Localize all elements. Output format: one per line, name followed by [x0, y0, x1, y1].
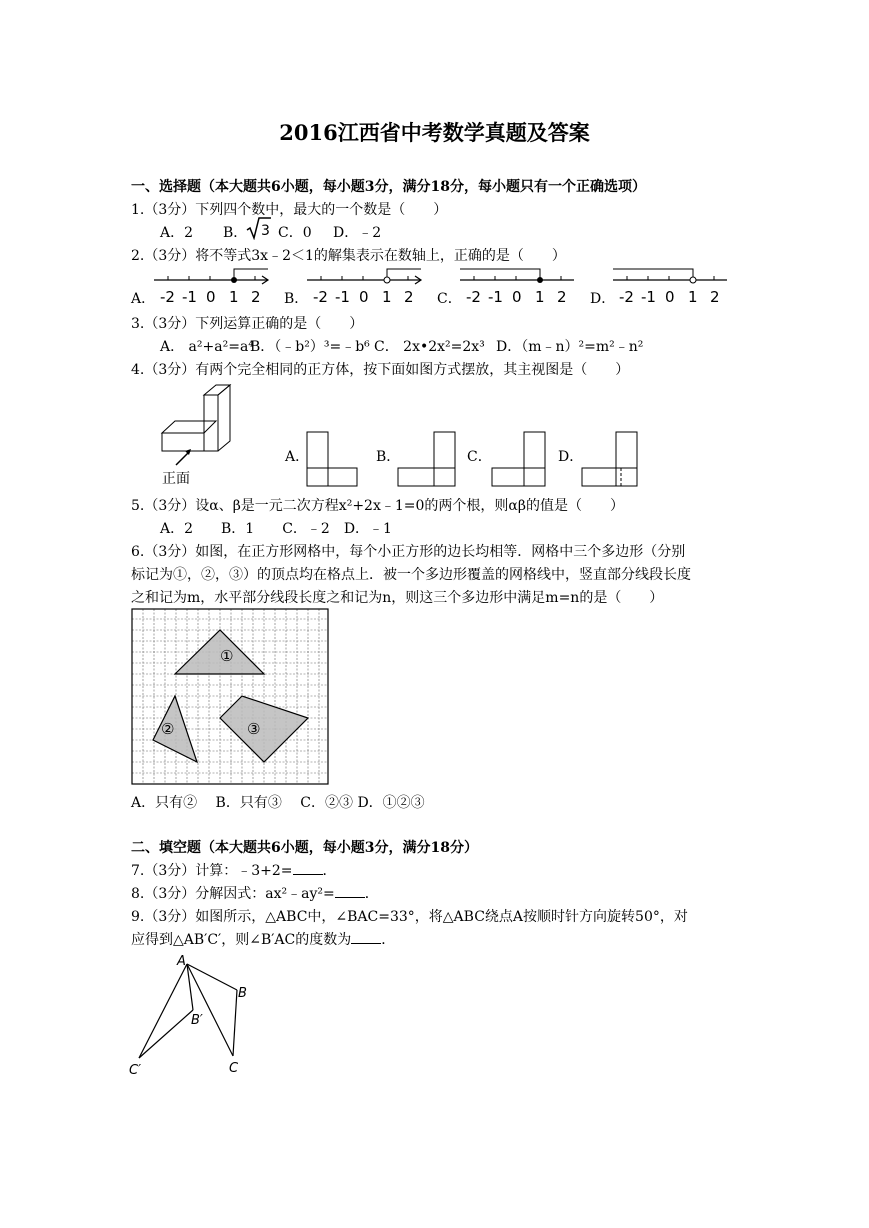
point-b-label: B	[238, 986, 247, 1001]
q3-stem: 3.（3分）下列运算正确的是（ ）	[131, 316, 364, 332]
front-view-c	[490, 430, 548, 488]
number-line-c	[456, 266, 581, 306]
tick-label: -2	[619, 288, 634, 306]
q9-text: 应得到△AB′C′，则∠B′AC的度数为	[131, 932, 352, 948]
q6-options: A．只有② B．只有③ C．②③ D．①②③	[131, 795, 425, 811]
tick-label: -1	[182, 288, 197, 306]
polygon-2-mark: ②	[161, 720, 175, 738]
section-2-heading: 二、填空题（本大题共6小题，每小题3分，满分18分）	[131, 840, 478, 856]
front-label: 正面	[162, 471, 190, 487]
q2-label-b: B．	[284, 291, 309, 307]
q7-end: ．	[322, 863, 337, 879]
tick-label: -1	[335, 288, 350, 306]
tick-label: -2	[466, 288, 481, 306]
point-c-prime-label: C′	[129, 1063, 142, 1078]
q8-text: 8.（3分）分解因式：ax²﹣ay²=	[131, 886, 335, 902]
q4-label-c: C．	[467, 449, 492, 465]
number-line-d	[609, 266, 734, 306]
q4-label-b: B．	[376, 449, 401, 465]
q1-stem: 1.（3分）下列四个数中，最大的一个数是（ ）	[131, 202, 448, 218]
q5-options: A．2 B．1 C．﹣2 D．﹣1	[160, 521, 392, 537]
tick-label: 1	[535, 288, 545, 306]
q3-option-c: C． 2x•2x²=2x³	[374, 339, 485, 355]
front-view-a	[305, 430, 359, 488]
tick-label: 2	[557, 288, 567, 306]
q7-text: 7.（3分）计算：﹣3+2=	[131, 863, 293, 879]
tick-label: 2	[251, 288, 261, 306]
q2-label-c: C．	[437, 291, 462, 307]
number-line-b	[303, 266, 428, 306]
cubes-figure	[158, 383, 238, 488]
q5-stem: 5.（3分）设α、β是一元二次方程x²+2x﹣1=0的两个根，则αβ的值是（ ）	[131, 498, 624, 514]
answer-blank[interactable]	[293, 861, 323, 875]
front-view-b	[396, 430, 460, 488]
q1-option-b: B．	[223, 225, 248, 241]
grid-figure	[131, 608, 331, 786]
tick-label: 1	[382, 288, 392, 306]
sqrt-radicand: 3	[261, 223, 270, 239]
answer-blank[interactable]	[335, 884, 365, 898]
number-line-a	[150, 266, 275, 306]
tick-label: -2	[313, 288, 328, 306]
polygon-1-mark: ①	[220, 647, 234, 665]
q3-option-b: B．（﹣b²）³=﹣b⁶	[250, 339, 370, 355]
tick-label: 0	[206, 288, 216, 306]
tick-label: 1	[688, 288, 698, 306]
polygon-3-mark: ③	[247, 720, 261, 738]
tick-label: -1	[488, 288, 503, 306]
page-title: 2016江西省中考数学真题及答案	[279, 120, 590, 145]
q9-line-1: 9.（3分）如图所示，△ABC中，∠BAC=33°，将△ABC绕点A按顺时针方向旋转50°，对	[131, 909, 688, 925]
q3-option-d: D．（m﹣n）²=m²﹣n²	[496, 339, 644, 355]
tick-label: 0	[359, 288, 369, 306]
answer-blank[interactable]	[351, 930, 381, 944]
q1-option-d: D．﹣2	[333, 225, 382, 241]
q4-stem: 4.（3分）有两个完全相同的正方体，按下面如图方式摆放，其主视图是（ ）	[131, 362, 630, 378]
q6-line-1: 6.（3分）如图，在正方形网格中，每个小正方形的边长均相等．网格中三个多边形（分别	[131, 544, 686, 560]
tick-label: 2	[404, 288, 414, 306]
point-a-label: A	[177, 954, 186, 969]
front-view-d	[580, 430, 640, 488]
q9-line-2	[131, 929, 395, 949]
q6-line-3: 之和记为m，水平部分线段长度之和记为n，则这三个多边形中满足m=n的是（ ）	[131, 590, 664, 606]
q8-end: ．	[364, 886, 379, 902]
q2-stem: 2.（3分）将不等式3x﹣2＜1的解集表示在数轴上，正确的是（ ）	[131, 248, 566, 264]
point-c-label: C	[229, 1061, 239, 1076]
q9-end: ．	[381, 932, 396, 948]
q7-line	[131, 860, 337, 880]
tick-label: 0	[512, 288, 522, 306]
tick-label: -2	[160, 288, 175, 306]
q4-label-a: A．	[285, 449, 310, 465]
sqrt-symbol	[246, 216, 272, 240]
tick-label: 1	[229, 288, 239, 306]
q2-label-a: A．	[131, 291, 156, 307]
tick-label: -1	[641, 288, 656, 306]
q3-option-a: A． a²+a²=a⁴	[160, 339, 254, 355]
q8-line	[131, 883, 379, 903]
tick-label: 0	[665, 288, 675, 306]
triangle-rotation-figure	[125, 950, 260, 1080]
tick-label: 2	[710, 288, 720, 306]
q4-label-d: D．	[558, 449, 584, 465]
q2-label-d: D．	[590, 291, 616, 307]
q6-line-2: 标记为①，②，③）的顶点均在格点上．被一个多边形覆盖的网格线中，竖直部分线段长度	[131, 567, 691, 583]
section-1-heading: 一、选择题（本大题共6小题，每小题3分，满分18分，每小题只有一个正确选项）	[131, 179, 646, 195]
q1-option-c: C．0	[278, 225, 312, 241]
point-b-prime-label: B′	[191, 1013, 203, 1028]
q1-option-a: A．2	[160, 225, 194, 241]
